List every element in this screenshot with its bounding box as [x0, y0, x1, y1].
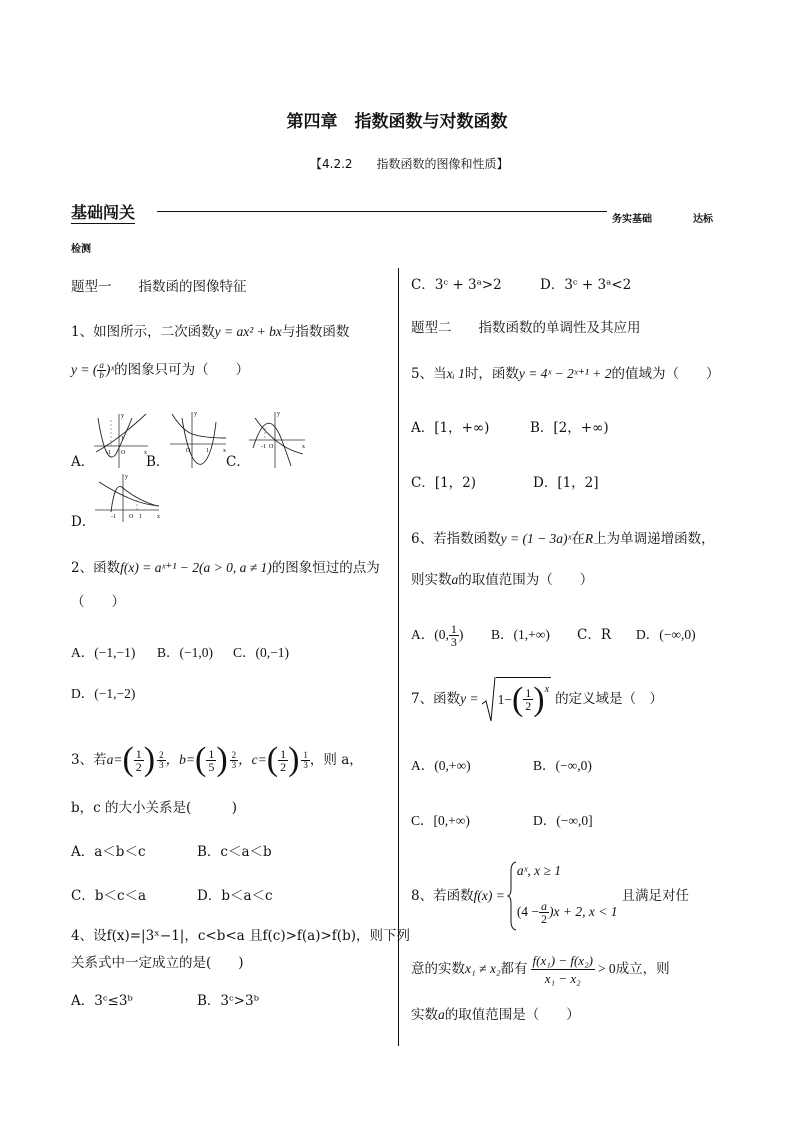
q1-graph-a-y: y: [121, 413, 124, 419]
q6-opt-a: [411, 620, 463, 650]
q3-c-lparen: (: [266, 741, 279, 778]
q1-expr-x: )ˣ: [105, 362, 115, 377]
q2-opt-d: D．(−1,−2): [71, 686, 136, 701]
q8-brace: [507, 861, 517, 931]
q7-opt-a: A．(0,+∞): [411, 758, 471, 773]
q3-b-rparen: ): [216, 741, 228, 778]
q8-case2-a: (4 −: [516, 904, 540, 919]
q2-opt-c: C．(0,−1): [233, 645, 289, 660]
q4-opt-b: B．3ᶜ>3ᵇ: [197, 993, 259, 1009]
q2-text-b: 的图象恒过的点为: [271, 560, 380, 576]
q1-graph-d: [93, 470, 163, 524]
q3-prefix: 3、若: [71, 752, 107, 768]
q7-one: 1−: [497, 691, 512, 707]
q8-frac: $\frac{\text{f(x₁) − f(x₂)}}{\text{x₁ − x₂}}$: [532, 952, 593, 986]
q1-opt-c-label: C．: [226, 454, 250, 470]
q1-text-a: 1、如图所示，二次函数: [71, 324, 215, 340]
q7-frac: $\frac{1}{2}$: [525, 686, 532, 713]
q6-line1: [411, 529, 715, 549]
q3-suffix: ，则 a，: [309, 752, 363, 768]
q1-expr: y = ax² + bx: [214, 324, 282, 339]
q3-b: ，b=: [165, 752, 195, 767]
q1-graph-d-neg1: -1: [111, 514, 116, 520]
section-title: 【4.2.2 指数函数的图像和性质】: [310, 157, 509, 171]
q1-graph-c-y: y: [277, 411, 280, 417]
q7-text-a: 7、函数: [411, 691, 461, 707]
q3-c-exp: $\frac{1}{3}$: [303, 749, 308, 770]
q1-graph-a-o: O: [121, 450, 126, 456]
q8-line2-c: 成立，则: [615, 961, 670, 977]
q3-a-exp: $\frac{2}{3}$: [159, 749, 164, 770]
q8-gt: > 0: [597, 961, 616, 976]
q1-line2: [71, 360, 249, 380]
q6-opt-b: B．(1,+∞): [491, 627, 550, 642]
q8-line3-b: 的取值范围是（ ）: [444, 1007, 580, 1023]
type2-heading: 题型二 指数函数的单调性及其应用: [411, 320, 641, 336]
q3-a-lparen: (: [122, 741, 134, 778]
banner-right-label2: 达标: [693, 214, 713, 225]
q1-graph-b: [168, 408, 230, 470]
q1-graph-c: [247, 408, 309, 470]
q1-opt-d-label: D．: [71, 514, 96, 530]
q1-graph-d-1: 1: [139, 514, 142, 520]
q1-graph-c-o: O: [269, 444, 274, 450]
banner-sub-label: 检测: [71, 244, 91, 255]
q6-opt-d: D．(−∞,0): [636, 627, 696, 642]
q2-opt-a: A．(−1,−1): [71, 645, 136, 660]
q6-r: R: [584, 531, 594, 546]
q1-graph-b-o: O: [186, 448, 191, 454]
q2-expr: f(x) = aˣ⁺¹ − 2(a > 0, a ≠ 1): [120, 560, 272, 575]
q5-text-a: 5、当: [411, 366, 447, 382]
q6-opt-c: C．R: [577, 627, 611, 643]
q6-opt-a-post: ): [458, 627, 464, 642]
q4-opt-d: D．3ᶜ + 3ᵃ<2: [540, 277, 632, 293]
q2-line2: （ ）: [71, 594, 125, 610]
q8-suffix: 且满足对任: [621, 888, 689, 904]
q1-opt-a-label: A．: [71, 454, 95, 470]
q3-a-frac: $\frac{1}{2}$: [135, 746, 142, 774]
q6-line2: [411, 570, 593, 590]
q1-graph-b-1: 1: [206, 448, 209, 454]
q5-text-c: 的值域为（ ）: [611, 366, 720, 382]
q6-opt-a-pre: A．(0,: [411, 627, 449, 642]
q1-graph-a-neg1: -1: [106, 450, 111, 456]
q6-text-c: 上为单调递增函数，: [593, 531, 715, 547]
banner-rule: [157, 211, 607, 212]
q1-graph-c-x: x: [302, 444, 305, 450]
q1-opt-b-label: B．: [146, 454, 170, 470]
q7-lparen: (: [511, 680, 524, 718]
q3-b-lparen: (: [195, 741, 207, 778]
q3-a: a=: [106, 752, 123, 767]
q2-opt-b: B．(−1,0): [157, 645, 213, 660]
q1-graph-d-x: x: [157, 514, 160, 520]
q1-graph-a-x: x: [144, 450, 147, 456]
q8-case1: aˣ, x ≥ 1: [516, 863, 562, 878]
q6-line2-a: 则实数: [411, 572, 452, 588]
q4-line1: 4、设f(x)=|3ˣ−1|，c<b<a 且f(c)>f(a)>f(b)，则下列: [71, 928, 410, 944]
type1-heading: 题型一 指数函的图像特征: [71, 279, 247, 295]
q7-exp: x: [544, 683, 550, 695]
q7-y: y =: [460, 691, 479, 706]
banner-right-label: 务实基础: [612, 214, 652, 225]
q8-line2-a: 意的实数: [411, 961, 465, 977]
q3-opt-a: A．a＜b＜c: [71, 844, 146, 860]
q5-cond: xᵢ 1: [446, 366, 465, 381]
q8-line2-b: 都有: [500, 961, 528, 977]
q5-opt-d: D．[1，2]: [533, 475, 599, 491]
q8-case2: [517, 893, 618, 931]
q6-opt-a-frac: $\frac{1}{3}$: [450, 621, 457, 649]
q5-opt-b: B．[2，+∞): [530, 420, 609, 436]
q1-text-b: 与指数函数: [281, 324, 350, 340]
q1-graph-b-y: y: [194, 411, 197, 417]
q5-text-b: 时，函数: [464, 366, 519, 382]
banner-title: 基础闯关: [71, 203, 136, 222]
q3-a-rparen: ): [143, 741, 156, 778]
q8-fx: f(x) =: [473, 888, 505, 903]
q1-line1: [71, 322, 349, 342]
q5-opt-a: A．[1，+∞): [411, 420, 490, 436]
q6-var: a: [451, 572, 459, 587]
q3-opt-b: B．c＜a＜b: [197, 844, 272, 860]
q7-text-b: 的定义域是（ ）: [555, 691, 664, 707]
q2-text-a: 2、函数: [71, 560, 121, 576]
q5-expr: y = 4ˣ − 2ˣ⁺¹ + 2: [518, 366, 612, 381]
q2-line1: [71, 558, 380, 578]
q8-case2-frac: $\frac{a}{2}$: [541, 898, 548, 926]
q3-opt-c: C．b＜c＜a: [71, 888, 147, 904]
q8-cases: [517, 861, 618, 931]
q5-opt-c: C．[1，2): [411, 475, 477, 491]
q7-radicand: [496, 677, 551, 722]
q1-frac: $\frac{a}{b}$: [99, 360, 104, 380]
q7-opt-b: B．(−∞,0): [533, 758, 592, 773]
q7-line1: [411, 676, 663, 722]
q1-graph-a-1: 1: [121, 436, 124, 442]
q5-line1: [411, 364, 719, 384]
q3-b-frac: $\frac{1}{5}$: [208, 746, 215, 774]
q8-cond: x₁ ≠ x₂: [465, 961, 501, 976]
q1-text-c: 的图象只可为（ ）: [114, 362, 250, 378]
q7-sqrt-sign: [482, 676, 496, 722]
q8-line1: [411, 860, 689, 932]
q4-opt-c: C．3ᶜ + 3ᵃ>2: [411, 277, 502, 293]
q8-line3: [411, 1005, 580, 1025]
q6-line2-b: 的取值范围为（ ）: [458, 572, 594, 588]
q8-var: a: [438, 1007, 445, 1022]
q1-graph-d-o: O: [129, 514, 134, 520]
q3-line1: [71, 740, 363, 780]
q1-expr-y: y = (: [71, 362, 98, 377]
q6-text-a: 6、若指数函数: [411, 531, 501, 547]
q3-c-frac: $\frac{1}{2}$: [280, 746, 287, 774]
q1-graph-c-neg1: -1: [261, 444, 266, 450]
q3-c-rparen: ): [288, 741, 300, 778]
q6-expr: y = (1 − 3a)ˣ: [500, 531, 572, 546]
q1-graph-d-y: y: [125, 474, 128, 480]
q3-b-exp: $\frac{2}{3}$: [231, 749, 237, 770]
q3-c: ，c=: [238, 752, 267, 767]
q3-line2: b，c 的大小关系是( ): [71, 800, 238, 816]
q8-prefix: 8、若函数: [411, 888, 474, 904]
q1-graph-a: [92, 410, 150, 470]
q6-text-b: 在: [571, 531, 585, 547]
q8-line2: [411, 947, 670, 991]
q7-rparen: ): [533, 680, 545, 718]
q4-line2: 关系式中一定成立的是( ): [71, 955, 244, 971]
q3-opt-d: D．b＜a＜c: [197, 888, 273, 904]
q1-graph-b-x: x: [223, 448, 226, 454]
q8-case2-b: )x + 2, x < 1: [549, 904, 618, 919]
q8-line3-a: 实数: [411, 1007, 438, 1023]
q7-opt-c: C．[0,+∞): [411, 813, 470, 828]
q4-opt-a: A．3ᶜ≤3ᵇ: [71, 993, 133, 1009]
q7-opt-d: D．(−∞,0]: [533, 813, 593, 828]
chapter-title: 第四章 指数函数与对数函数: [286, 112, 508, 132]
